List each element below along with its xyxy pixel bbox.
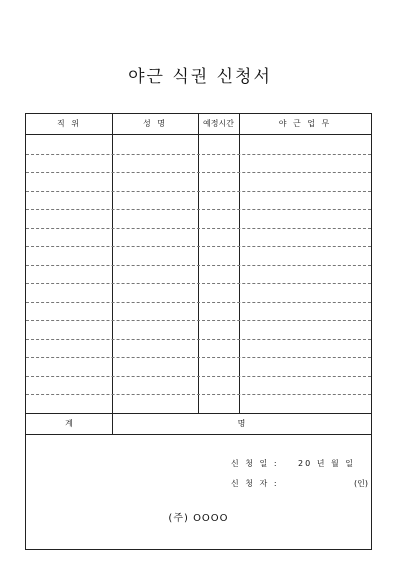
table-row	[26, 172, 371, 173]
table-row	[26, 191, 371, 192]
table-row	[26, 394, 371, 395]
seal-mark: (인)	[354, 479, 368, 488]
table-row	[26, 283, 371, 284]
header-position: 직 위	[57, 119, 81, 128]
column-divider	[239, 114, 240, 413]
table-row	[26, 320, 371, 321]
header-name: 성 명	[143, 119, 167, 128]
total-label: 계	[65, 419, 73, 428]
total-row	[26, 413, 371, 435]
table-row	[26, 209, 371, 210]
total-unit: 명	[237, 419, 246, 428]
header-overtime-task: 야 근 업 무	[278, 119, 332, 128]
table-row	[26, 228, 371, 229]
table-row	[26, 357, 371, 358]
application-date-value: 20 년 월 일	[298, 459, 355, 468]
table-row	[26, 376, 371, 377]
table-row	[26, 246, 371, 247]
document-title: 야근 식권 신청서	[128, 67, 272, 87]
application-date-label: 신 청 일 :	[231, 459, 279, 468]
column-divider	[198, 114, 199, 413]
table-row	[26, 339, 371, 340]
column-divider	[112, 114, 113, 413]
table-row	[26, 302, 371, 303]
company-name: (주) OOOO	[168, 513, 229, 524]
applicant-label: 신 청 자 :	[231, 479, 279, 488]
header-scheduled-time: 예정시간	[203, 119, 234, 128]
table-row	[26, 265, 371, 266]
application-form-table	[25, 113, 372, 550]
table-row	[26, 154, 371, 155]
